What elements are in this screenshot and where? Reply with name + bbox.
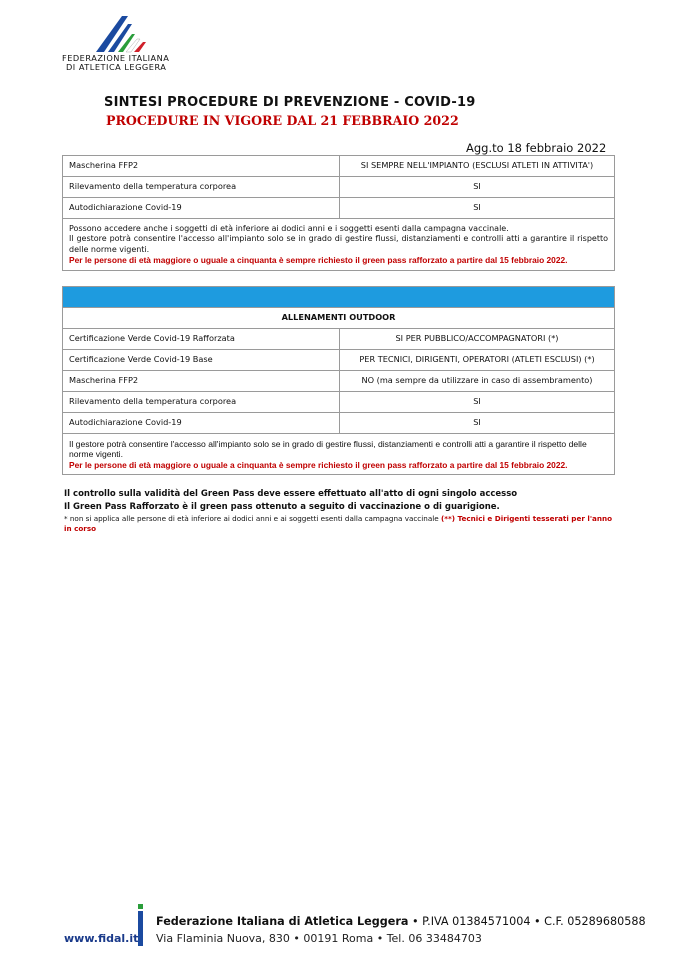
- update-date: Agg.to 18 febbraio 2022: [466, 141, 607, 155]
- row-value: NO (ma sempre da utilizzare in caso di assembramento): [340, 371, 615, 392]
- logo-org-line1: FEDERAZIONE ITALIANA: [62, 53, 170, 63]
- blue-divider-row: [63, 287, 615, 308]
- footer-address: Via Flaminia Nuova, 830 • 00191 Roma • Tel. 06 33484703: [156, 932, 482, 945]
- page-subtitle: PROCEDURE IN VIGORE DAL 21 FEBBRAIO 2022: [106, 113, 459, 128]
- fidal-logo-icon: [94, 14, 154, 54]
- table-row: [63, 371, 615, 392]
- table-note: [63, 219, 615, 271]
- row-label: Certificazione Verde Covid-19 Rafforzata: [63, 329, 340, 350]
- row-value: SI: [340, 198, 615, 219]
- table-row: [63, 177, 615, 198]
- table-header-row: [63, 308, 615, 329]
- asterisk-footnote: [64, 514, 620, 534]
- section-header: ALLENAMENTI OUTDOOR: [63, 308, 615, 329]
- row-label: Rilevamento della temperatura corporea: [63, 177, 340, 198]
- fidal-logo: [62, 14, 182, 72]
- outdoor-training-table: [62, 286, 615, 475]
- logo-org-line2: DI ATLETICA LEGGERA: [66, 62, 167, 72]
- row-label: Mascherina FFP2: [63, 156, 340, 177]
- row-value: PER TECNICI, DIRIGENTI, OPERATORI (ATLETI ESCLUSI) (*): [340, 350, 615, 371]
- footer-org-name: Federazione Italiana di Atletica Leggera: [156, 915, 409, 928]
- table-row: [63, 413, 615, 434]
- footnote-text: * non si applica alle persone di età inferiore ai dodici anni e ai soggetti esenti dalla campagna vaccinale: [64, 514, 439, 523]
- note-text: Il gestore potrà consentire l'accesso all'impianto solo se in grado di gestire flussi, distanziamenti e controlli atti a garantire il rispetto delle norme vigenti.: [69, 439, 587, 460]
- row-label: Autodichiarazione Covid-19: [63, 198, 340, 219]
- row-value: SI: [340, 392, 615, 413]
- table-row: [63, 392, 615, 413]
- note-text: Il gestore potrà consentire l'accesso all'impianto solo se in grado di gestire flussi, distanziamenti e controlli atti a garantire il rispetto delle norme vigenti.: [69, 234, 608, 254]
- row-label: Rilevamento della temperatura corporea: [63, 392, 340, 413]
- row-value: SI SEMPRE NELL'IMPIANTO (ESCLUSI ATLETI IN ATTIVITA'): [340, 156, 615, 177]
- footer-tax-info: • P.IVA 01384571004 • C.F. 05289680588: [408, 915, 646, 928]
- table-row: [63, 156, 615, 177]
- row-label: Mascherina FFP2: [63, 371, 340, 392]
- footer-org-line: [156, 915, 646, 928]
- greenpass-definition-note: Il Green Pass Rafforzato è il green pass ottenuto a seguito di vaccinazione o di guarigione.: [64, 502, 500, 512]
- table-note: [63, 434, 615, 475]
- row-label: Autodichiarazione Covid-19: [63, 413, 340, 434]
- table-row: [63, 329, 615, 350]
- row-value: SI: [340, 177, 615, 198]
- table-row: [63, 350, 615, 371]
- table-note-row: [63, 434, 615, 475]
- table-note-row: [63, 219, 615, 271]
- row-label: Certificazione Verde Covid-19 Base: [63, 350, 340, 371]
- note-warning: Per le persone di età maggiore o uguale a cinquanta è sempre richiesto il green pass rafforzato a partire dal 15 febbraio 2022.: [69, 459, 568, 470]
- blue-divider: [63, 287, 615, 308]
- table-row: [63, 198, 615, 219]
- website-link[interactable]: www.fidal.it: [64, 932, 139, 945]
- row-value: SI PER PUBBLICO/ACCOMPAGNATORI (*): [340, 329, 615, 350]
- footnote-red-text: (**) Tecnici e Dirigenti tesserati per l'anno in corso: [64, 514, 613, 533]
- greenpass-check-note: Il controllo sulla validità del Green Pass deve essere effettuato all'atto di ogni singolo accesso: [64, 489, 518, 499]
- row-value: SI: [340, 413, 615, 434]
- footer-flag-icon: [138, 904, 142, 944]
- note-warning: Per le persone di età maggiore o uguale a cinquanta è sempre richiesto il green pass rafforzato a partire dal 15 febbraio 2022.: [69, 255, 568, 266]
- note-text: Possono accedere anche i soggetti di età inferiore ai dodici anni e i soggetti esenti dalla campagna vaccinale.: [69, 224, 509, 233]
- general-rules-table: [62, 155, 615, 271]
- page-title: SINTESI PROCEDURE DI PREVENZIONE - COVID-19: [104, 95, 476, 110]
